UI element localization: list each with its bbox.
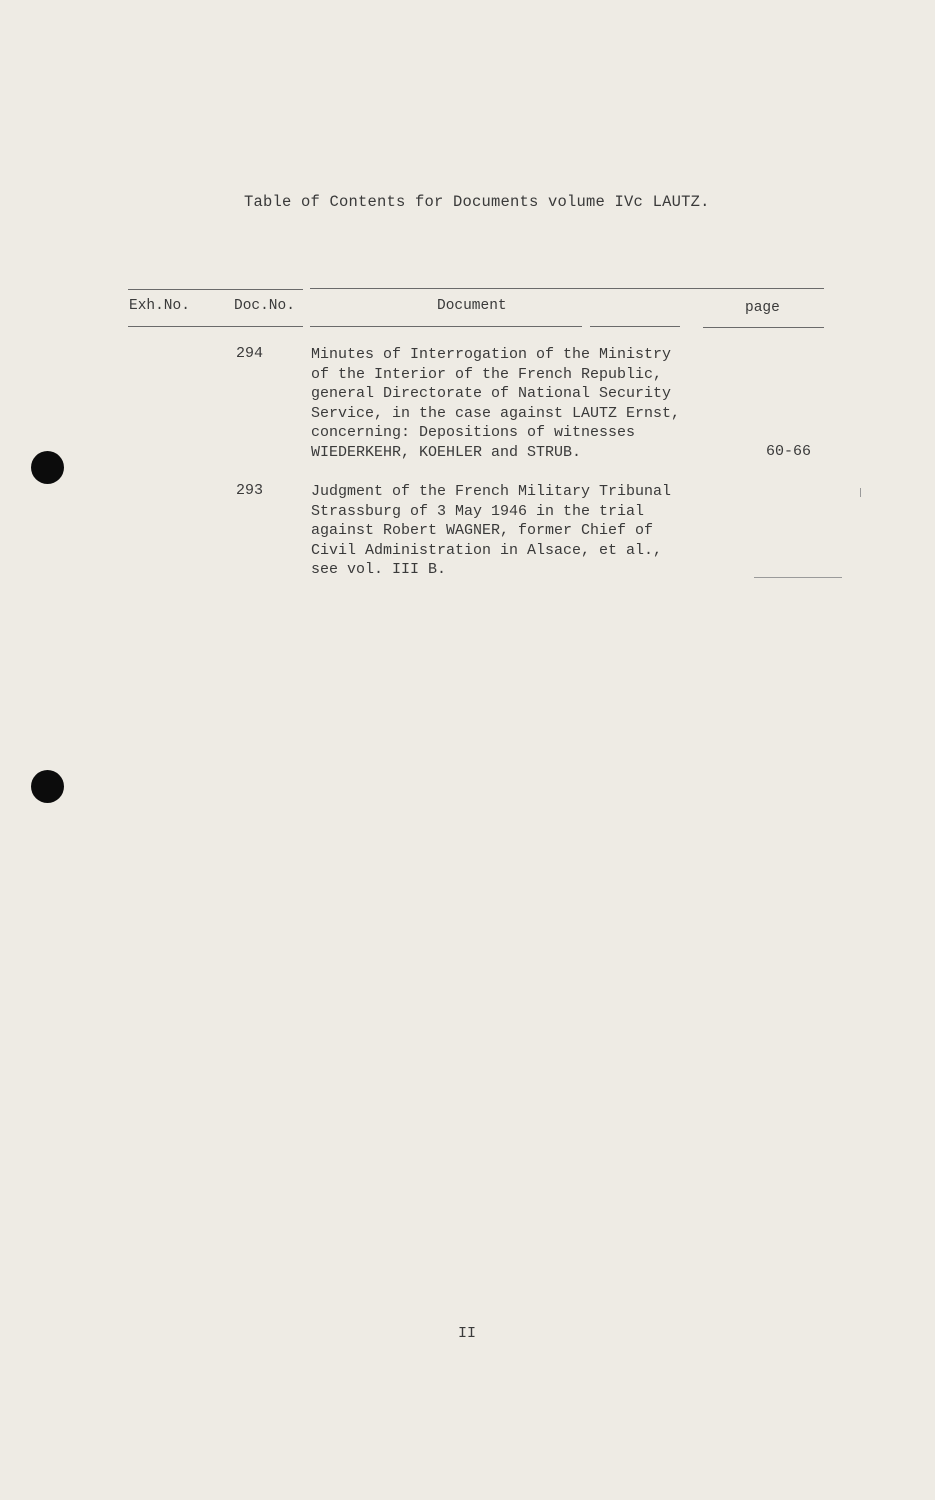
description-line: of the Interior of the French Republic, [311, 365, 663, 383]
page-title: Table of Contents for Documents volume IVc LAUTZ. [244, 193, 710, 211]
entry-doc-no: 293 [236, 482, 264, 499]
description-line: Minutes of Interrogation of the Ministry [311, 346, 672, 363]
stray-mark [860, 488, 861, 497]
description-line: general Directorate of National Security [311, 385, 672, 403]
header-rule-4 [703, 327, 824, 328]
column-header-page: page [745, 300, 780, 316]
punch-hole-lower [31, 770, 64, 803]
column-header-exh-no: Exh.No. [129, 298, 190, 314]
entry-page: 60-66 [766, 443, 812, 460]
page-placeholder-dash [754, 577, 842, 578]
page-number: II [458, 1325, 477, 1342]
top-rule-right [310, 288, 824, 289]
entry-description [311, 482, 671, 580]
entry-doc-no: 294 [236, 345, 264, 362]
description-line: against Robert WAGNER, former Chief of [311, 522, 654, 540]
punch-hole-upper [31, 451, 64, 484]
description-line: see vol. III B. [311, 561, 447, 579]
column-header-doc-no: Doc.No. [234, 298, 295, 314]
description-line: Civil Administration in Alsace, et al., [311, 541, 663, 559]
header-rule-2 [310, 326, 582, 327]
header-rule-3 [590, 326, 680, 327]
header-rule-1 [128, 326, 303, 327]
description-line: WIEDERKEHR, KOEHLER and STRUB. [311, 443, 582, 461]
entry-description [311, 345, 680, 463]
description-line: Judgment of the French Military Tribunal [311, 483, 672, 500]
description-line: Strassburg of 3 May 1946 in the trial [311, 502, 645, 520]
description-line: concerning: Depositions of witnesses [311, 424, 636, 442]
description-line: Service, in the case against LAUTZ Ernst, [311, 404, 681, 422]
top-rule-left [128, 289, 303, 290]
column-header-document: Document [437, 298, 507, 314]
